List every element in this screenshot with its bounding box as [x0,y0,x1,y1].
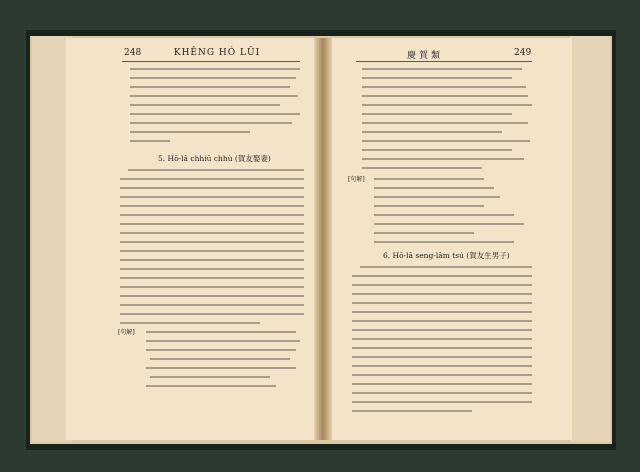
text-line [352,293,532,295]
text-line [120,268,304,270]
text-line [352,311,532,313]
text-line [120,214,304,216]
text-line [352,329,532,331]
text-line [362,68,522,70]
left-notes-label: [句解] [118,329,135,336]
text-line [360,266,532,268]
text-line [120,304,304,306]
text-line [150,376,270,378]
text-line [352,347,532,349]
text-line [374,187,494,189]
text-line [120,259,304,261]
text-line [120,205,304,207]
right-running-title: 慶賀類 [406,51,443,61]
left-running-title: KHÊNG HÓ LŪI [173,48,261,58]
text-line [146,340,300,342]
text-line [146,385,276,387]
text-line [362,167,482,169]
text-line [374,178,484,180]
text-line [374,196,500,198]
text-line [374,214,514,216]
text-line [362,158,524,160]
text-line [362,113,512,115]
text-line [130,95,298,97]
text-line [362,77,512,79]
left-page-number: 248 [124,48,142,58]
text-line [352,365,532,367]
text-line [120,187,304,189]
text-line [362,131,502,133]
text-line [352,284,532,286]
page-edges-right [570,36,610,442]
text-line [120,277,304,279]
text-line [130,131,250,133]
text-line [120,286,304,288]
text-line [120,295,304,297]
text-line [352,338,532,340]
text-line [352,392,532,394]
text-line [362,140,530,142]
text-line [352,383,532,385]
text-line [130,77,296,79]
text-line [352,410,472,412]
text-line [146,367,296,369]
right-page [326,38,572,440]
text-line [130,122,292,124]
text-line [130,104,280,106]
text-line [352,275,532,277]
book-gutter [314,38,332,440]
text-line [146,349,296,351]
text-line [120,250,304,252]
left-page [66,38,320,440]
text-line [362,122,528,124]
text-line [120,241,304,243]
text-line [352,401,532,403]
left-section-heading: 5. Hō-lâ chhiū chhù (賀友娶妻) [158,154,271,163]
text-line [130,140,170,142]
text-line [120,196,304,198]
text-line [120,178,304,180]
right-page-number: 249 [514,48,532,58]
text-line [146,331,296,333]
text-line [374,223,524,225]
text-line [352,356,532,358]
text-line [130,113,300,115]
text-line [362,95,528,97]
left-header-rule [122,61,300,62]
text-line [374,205,484,207]
right-notes-label: [句解] [348,176,365,183]
text-line [128,169,304,171]
text-line [352,320,532,322]
text-line [120,322,260,324]
text-line [362,86,526,88]
text-line [362,104,532,106]
right-section-heading: 6. Hō-lâ seng-lâm tsú (賀友生男子) [383,251,510,260]
text-line [352,302,532,304]
text-line [374,232,474,234]
text-line [362,149,512,151]
text-line [130,68,300,70]
text-line [150,358,290,360]
text-line [120,223,304,225]
text-line [352,374,532,376]
text-line [130,86,290,88]
text-line [374,241,514,243]
text-line [120,313,304,315]
right-header-rule [356,61,532,62]
text-line [120,232,304,234]
